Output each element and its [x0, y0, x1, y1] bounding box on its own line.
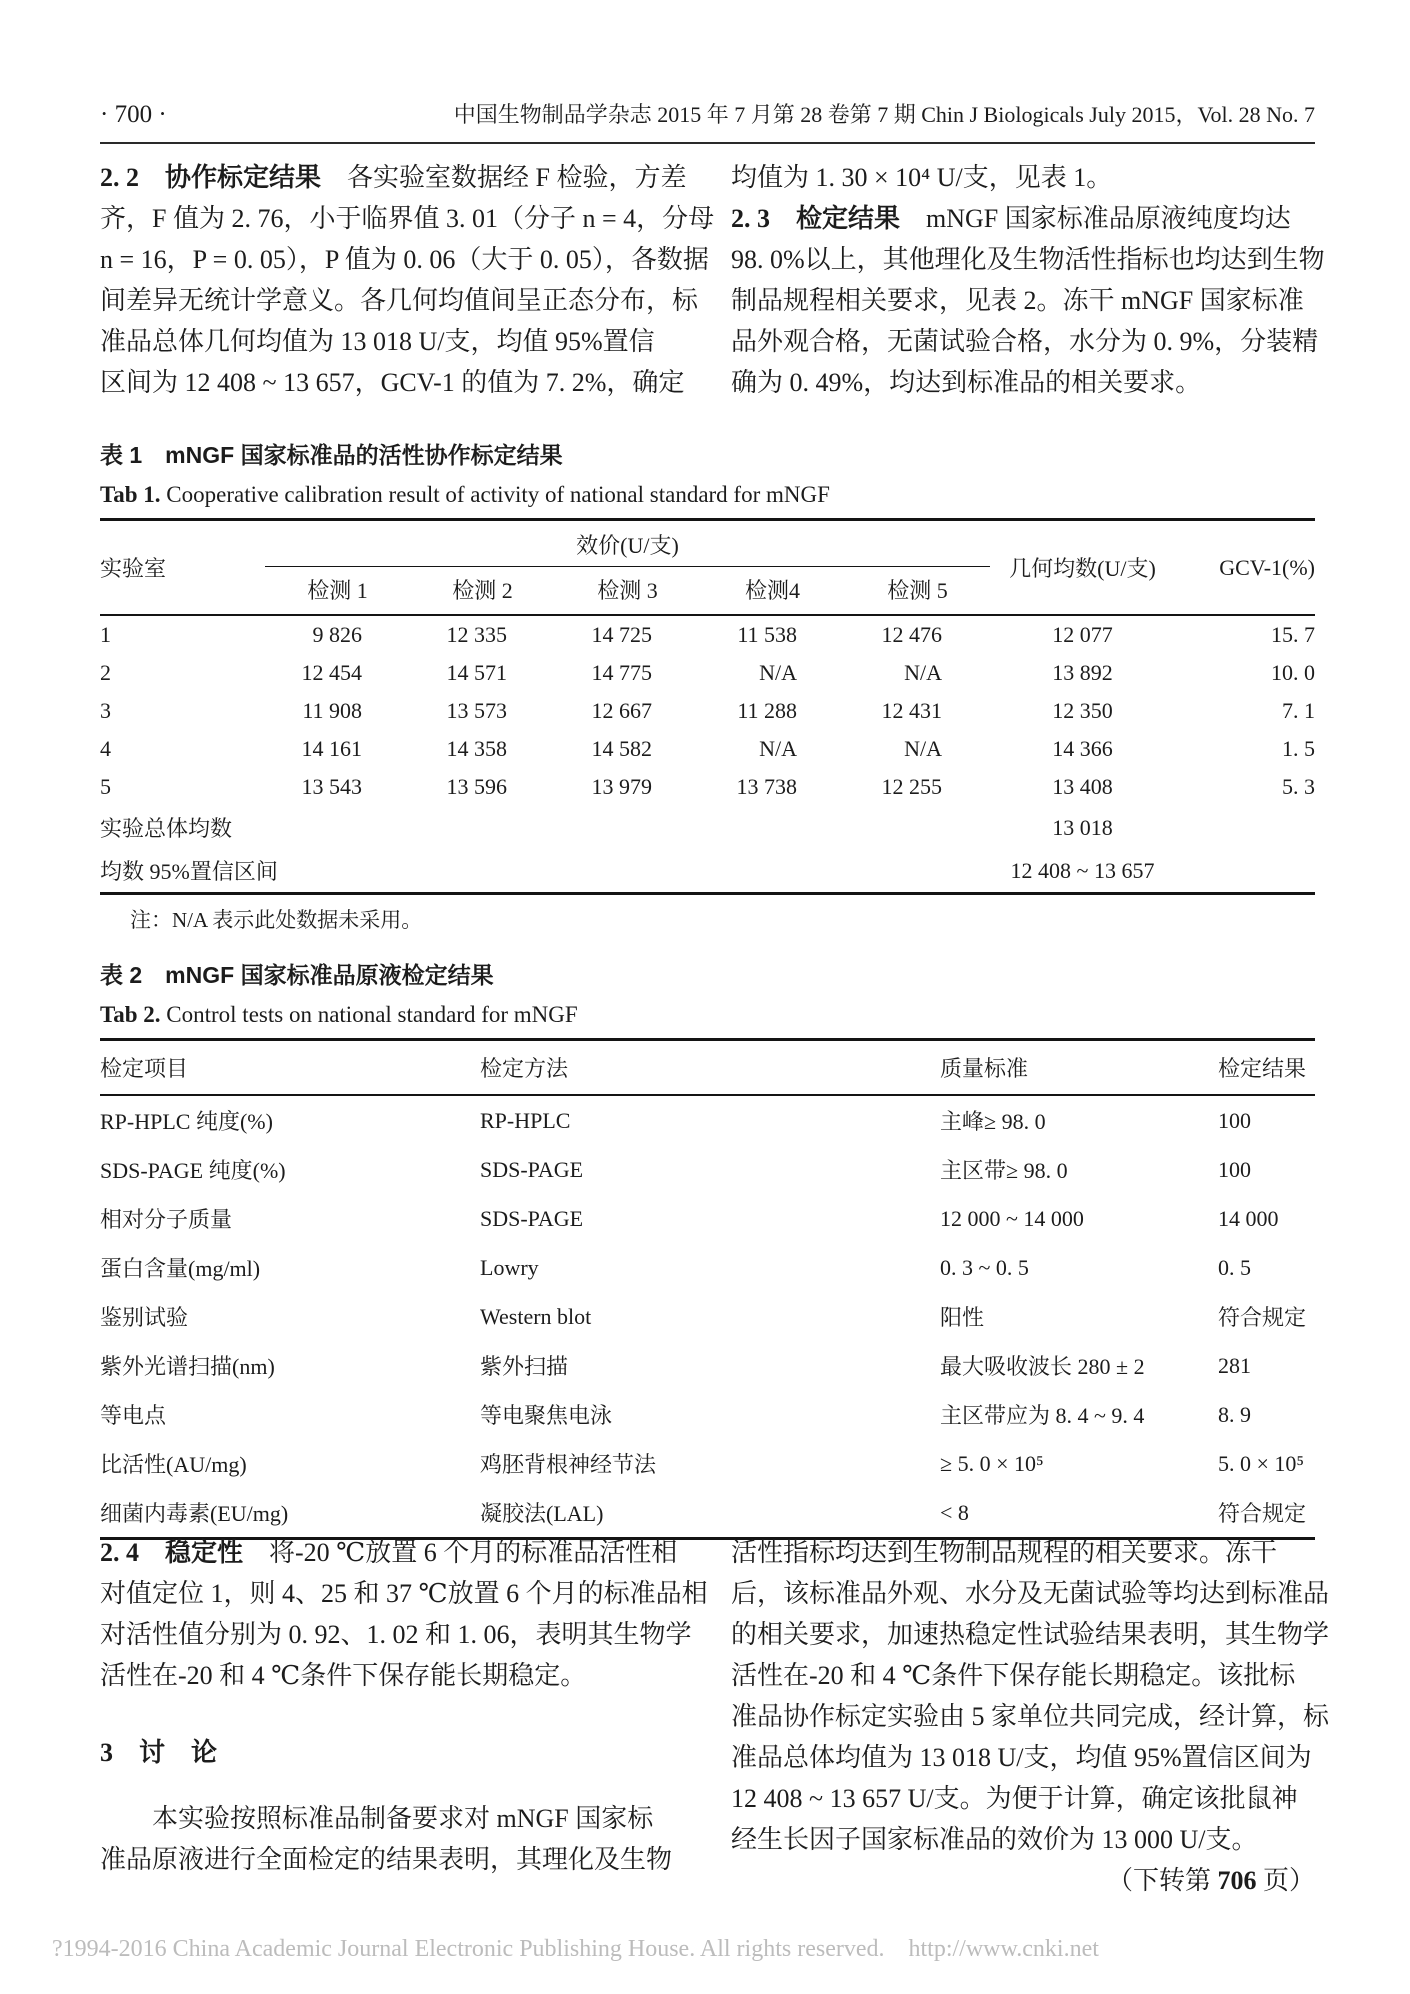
- table-row: [100, 768, 1315, 806]
- top-text-block: [100, 157, 1325, 403]
- cell-method: Western blot: [480, 1303, 592, 1329]
- paragraph-lines: [731, 239, 1325, 403]
- col-header-geomean: 几何均数(U/支): [1009, 556, 1156, 581]
- cell-test2: 12 335: [446, 622, 507, 647]
- table1-body: [100, 615, 1315, 806]
- paragraph-line: 本实验按照标准品制备要求对 mNGF 国家标: [100, 1804, 654, 1833]
- cell-test1: 14 161: [301, 736, 362, 761]
- table2-header-row: [100, 1040, 1315, 1096]
- cell-gcv: 7. 1: [1282, 698, 1315, 723]
- table1-caption-en-label: Tab 1.: [100, 482, 161, 507]
- paragraph-line: [731, 198, 1315, 239]
- table1-caption-cn: 表 1 mNGF 国家标准品的活性协作标定结果: [100, 442, 563, 468]
- summary-empty-cell: [1175, 806, 1315, 849]
- section-2-3-heading: 2. 3 检定结果: [731, 204, 901, 233]
- table2-caption-cn: 表 2 mNGF 国家标准品原液检定结果: [100, 962, 494, 988]
- col-header-test: 检测 3: [597, 578, 658, 603]
- cell-test-item: 蛋白含量(mg/ml): [100, 1256, 261, 1281]
- paragraph-line: 制品规程相关要求，见表 2。冻干 mNGF 国家标准: [731, 286, 1304, 315]
- paragraph-line: 均值为 1. 30 × 10⁴ U/支，见表 1。: [731, 163, 1113, 192]
- cell-geomean: 14 366: [1052, 736, 1113, 761]
- cell-test3: 14 775: [591, 660, 652, 685]
- cell-test4: 13 738: [736, 774, 797, 799]
- paragraph-line: 准品原液进行全面检定的结果表明，其理化及生物: [100, 1845, 673, 1874]
- cell-test3: 14 582: [591, 736, 652, 761]
- continuation-pre: （下转第: [1106, 1866, 1218, 1895]
- cell-test3: 12 667: [591, 698, 652, 723]
- table2-caption-en-label: Tab 2.: [100, 1002, 161, 1027]
- cell-gcv: 1. 5: [1282, 736, 1315, 761]
- cell-test-item: 比活性(AU/mg): [100, 1452, 247, 1477]
- cell-test-item: 等电点: [100, 1403, 167, 1428]
- cell-test5: N/A: [904, 736, 942, 761]
- col-header-gcv: GCV-1(%): [1219, 554, 1315, 580]
- table1-caption-en-text: Cooperative calibration result of activity of national standard for mNGF: [160, 482, 830, 507]
- cell-result: 281: [1218, 1352, 1251, 1378]
- cell-geomean: 12 077: [1052, 622, 1113, 647]
- cell-test2: 13 596: [446, 774, 507, 799]
- section-2-2-heading: 2. 2 协作标定结果: [100, 163, 322, 192]
- paragraph-line: 准品协作标定实验由 5 家单位共同完成，经计算，标: [731, 1702, 1330, 1731]
- cell-test1: 12 454: [301, 660, 362, 685]
- cell-test5: 12 255: [881, 774, 942, 799]
- cell-standard: 12 000 ~ 14 000: [940, 1205, 1084, 1231]
- cell-test4: N/A: [759, 736, 797, 761]
- cell-lab-id: 2: [100, 660, 111, 685]
- cell-lab-id: 1: [100, 622, 111, 647]
- paragraph-line: 活性指标均达到生物制品规程的相关要求。冻干: [731, 1538, 1278, 1567]
- paragraph-line: [100, 1532, 684, 1573]
- cell-gcv: 5. 3: [1282, 774, 1315, 799]
- cell-method: 等电聚焦电泳: [480, 1403, 613, 1428]
- cell-test5: 12 431: [881, 698, 942, 723]
- paragraph-lines: [100, 1573, 708, 1696]
- cell-result: 符合规定: [1218, 1501, 1307, 1526]
- table-row: [100, 1292, 1315, 1341]
- paragraph-line: 对活性值分别为 0. 92、1. 02 和 1. 06，表明其生物学: [100, 1620, 692, 1649]
- cell-standard: 最大吸收波长 280 ± 2: [940, 1354, 1145, 1379]
- col-header: 检定结果: [1218, 1056, 1307, 1081]
- cell-standard: < 8: [940, 1499, 969, 1525]
- table-row: [100, 1390, 1315, 1439]
- col-header-test: 检测 5: [887, 578, 948, 603]
- cell-standard: 主峰≥ 98. 0: [940, 1109, 1046, 1134]
- paragraph-line: 活性在-20 和 4 ℃条件下保存能长期稳定。: [100, 1661, 587, 1690]
- table2-caption-en-text: Control tests on national standard for mNGF: [160, 1002, 578, 1027]
- calibration-table: [100, 518, 1315, 895]
- cell-test2: 14 358: [446, 736, 507, 761]
- table-row: [100, 1095, 1315, 1145]
- cell-test1: 11 908: [302, 698, 362, 723]
- paragraph-line: 品外观合格，无菌试验合格，水分为 0. 9%，分装精: [731, 327, 1319, 356]
- summary-empty-cell: [1175, 849, 1315, 894]
- paragraph-line: 准品总体均值为 13 018 U/支，均值 95%置信区间为: [731, 1743, 1312, 1772]
- col-header: 检定项目: [100, 1056, 189, 1081]
- cell-gcv: 15. 7: [1271, 622, 1315, 647]
- cell-standard: 主区带应为 8. 4 ~ 9. 4: [940, 1403, 1145, 1428]
- table1-header: [100, 520, 1315, 616]
- cell-test-item: 细菌内毒素(EU/mg): [100, 1501, 289, 1526]
- col-header-potency: 效价(U/支): [265, 520, 990, 567]
- paragraph-line: 确为 0. 49%，均达到标准品的相关要求。: [731, 368, 1202, 397]
- cell-geomean: 13 408: [1052, 774, 1113, 799]
- cell-test2: 13 573: [446, 698, 507, 723]
- cell-method: 鸡胚背根神经节法: [480, 1452, 657, 1477]
- cell-test5: N/A: [904, 660, 942, 685]
- paragraph-line: 准品总体几何均值为 13 018 U/支，均值 95%置信: [100, 327, 655, 356]
- table1-block: [100, 437, 1315, 934]
- table1-note: 注：N/A 表示此处数据未采用。: [130, 908, 423, 932]
- cell-test1: 13 543: [301, 774, 362, 799]
- table-row: [100, 1194, 1315, 1243]
- cell-test-item: 紫外光谱扫描(nm): [100, 1354, 275, 1379]
- cell-method: RP-HPLC: [480, 1107, 571, 1133]
- table-row: [100, 654, 1315, 692]
- col-header-lab: 实验室: [100, 556, 167, 581]
- paragraph-line: 间差异无统计学意义。各几何均值间呈正态分布，标: [100, 286, 699, 315]
- cell-standard: ≥ 5. 0 × 10⁵: [940, 1450, 1044, 1476]
- summary-row: [100, 806, 1315, 849]
- cell-gcv: 10. 0: [1271, 660, 1315, 685]
- cell-method: 凝胶法(LAL): [480, 1501, 604, 1526]
- cell-lab-id: 3: [100, 698, 111, 723]
- cell-test3: 13 979: [591, 774, 652, 799]
- continuation-page-number: 706: [1217, 1866, 1257, 1895]
- bottom-left-column: [100, 1532, 708, 1901]
- paragraph-line: 对值定位 1，则 4、25 和 37 ℃放置 6 个月的标准品相: [100, 1579, 708, 1608]
- cell-lab-id: 4: [100, 736, 111, 761]
- continuation-post: 页）: [1256, 1866, 1315, 1895]
- table-row: [100, 1488, 1315, 1539]
- summary-label: 实验总体均数: [100, 816, 233, 841]
- top-left-column: [100, 157, 715, 403]
- paragraph-line: 区间为 12 408 ~ 13 657，GCV-1 的值为 7. 2%，确定: [100, 368, 685, 397]
- cell-test-item: 鉴别试验: [100, 1305, 189, 1330]
- table-row: [100, 1439, 1315, 1488]
- cell-result: 0. 5: [1218, 1254, 1251, 1280]
- cell-test4: 11 288: [737, 698, 797, 723]
- bottom-right-column: [731, 1532, 1330, 1901]
- cell-test3: 14 725: [591, 622, 652, 647]
- paragraph-text: 将-20 ℃放置 6 个月的标准品活性相: [243, 1538, 678, 1567]
- cell-test4: 11 538: [737, 622, 797, 647]
- cell-result: 5. 0 × 10⁵: [1218, 1450, 1305, 1476]
- cell-result: 8. 9: [1218, 1401, 1251, 1427]
- summary-row: [100, 849, 1315, 894]
- summary-value: 12 408 ~ 13 657: [1010, 857, 1155, 883]
- paragraph-line: [100, 157, 687, 198]
- table1-summary: [100, 806, 1315, 894]
- continuation-note: [731, 1860, 1315, 1901]
- paragraph-line: 98. 0%以上，其他理化及生物活性指标也均达到生物: [731, 245, 1325, 274]
- paragraph-line: n = 16，P = 0. 05），P 值为 0. 06（大于 0. 05），各数据: [100, 245, 709, 274]
- cnki-copyright-watermark: ?1994-2016 China Academic Journal Electronic Publishing House. All rights reserved. http://www.cnki.net: [52, 1936, 1099, 1962]
- col-header-test: 检测 1: [307, 578, 368, 603]
- paragraph-line: 活性在-20 和 4 ℃条件下保存能长期稳定。该批标: [731, 1661, 1296, 1690]
- cell-test-item: SDS-PAGE 纯度(%): [100, 1158, 286, 1183]
- table-row: [100, 730, 1315, 768]
- table2-header: [100, 1040, 1315, 1096]
- summary-value: 13 018: [1052, 814, 1113, 840]
- table2-caption-en: [100, 1002, 1315, 1028]
- cell-result: 100: [1218, 1156, 1251, 1182]
- paragraph-lines: [100, 198, 715, 403]
- cell-test5: 12 476: [881, 622, 942, 647]
- table-row: [100, 1145, 1315, 1194]
- cell-result: 100: [1218, 1107, 1251, 1133]
- cell-method: 紫外扫描: [480, 1354, 569, 1379]
- table1-caption-en: [100, 482, 1315, 508]
- section-2-4-heading: 2. 4 稳定性: [100, 1538, 244, 1567]
- cell-test-item: RP-HPLC 纯度(%): [100, 1109, 273, 1134]
- cell-lab-id: 5: [100, 774, 111, 799]
- table2-block: [100, 957, 1315, 1540]
- control-tests-table: [100, 1038, 1315, 1540]
- bottom-text-block: [100, 1532, 1330, 1901]
- cell-standard: 0. 3 ~ 0. 5: [940, 1254, 1029, 1280]
- cell-method: SDS-PAGE: [480, 1156, 584, 1182]
- cell-geomean: 13 892: [1052, 660, 1113, 685]
- paragraph-line: 经生长因子国家标准品的效价为 13 000 U/支。: [731, 1825, 1258, 1854]
- paragraph-text: 各实验室数据经 F 检验，方差: [321, 163, 687, 192]
- paragraph-line: 齐，F 值为 2. 76，小于临界值 3. 01（分子 n = 4，分母: [100, 204, 715, 233]
- col-header-test: 检测4: [744, 578, 800, 603]
- paragraph-text: mNGF 国家标准品原液纯度均达: [900, 204, 1291, 233]
- paragraph-line: 的相关要求，加速热稳定性试验结果表明，其生物学: [731, 1620, 1330, 1649]
- col-header: 检定方法: [480, 1056, 569, 1081]
- cell-result: 符合规定: [1218, 1305, 1307, 1330]
- paragraph-line: 后，该标准品外观、水分及无菌试验等均达到标准品: [731, 1579, 1330, 1608]
- cell-geomean: 12 350: [1052, 698, 1113, 723]
- cell-method: SDS-PAGE: [480, 1205, 584, 1231]
- cell-test-item: 相对分子质量: [100, 1207, 233, 1232]
- cell-test1: 9 826: [312, 622, 362, 647]
- col-header-test: 检测 2: [452, 578, 513, 603]
- cell-standard: 主区带≥ 98. 0: [940, 1158, 1068, 1183]
- cell-test2: 14 571: [446, 660, 507, 685]
- paragraph-lines: [731, 1532, 1330, 1860]
- journal-title: 中国生物制品学杂志 2015 年 7 月第 28 卷第 7 期 Chin J Biologicals July 2015，Vol. 28 No. 7: [453, 102, 1315, 127]
- table2-body: [100, 1095, 1315, 1539]
- top-right-column: [731, 157, 1325, 403]
- section-3-heading: 3 讨 论: [100, 1738, 218, 1767]
- cell-standard: 阳性: [940, 1305, 985, 1330]
- table-row: [100, 692, 1315, 730]
- table-row: [100, 615, 1315, 654]
- summary-label: 均数 95%置信区间: [100, 859, 278, 884]
- cell-test4: N/A: [759, 660, 797, 685]
- table-row: [100, 1341, 1315, 1390]
- cell-method: Lowry: [480, 1254, 539, 1280]
- page-number: · 700 ·: [100, 101, 167, 128]
- page-header: [100, 98, 1315, 144]
- cell-result: 14 000: [1218, 1205, 1279, 1231]
- table-row: [100, 1243, 1315, 1292]
- paragraph-lines: [100, 1798, 684, 1880]
- paragraph-line: 12 408 ~ 13 657 U/支。为便于计算，确定该批鼠神: [731, 1784, 1298, 1813]
- col-header: 质量标准: [940, 1056, 1029, 1081]
